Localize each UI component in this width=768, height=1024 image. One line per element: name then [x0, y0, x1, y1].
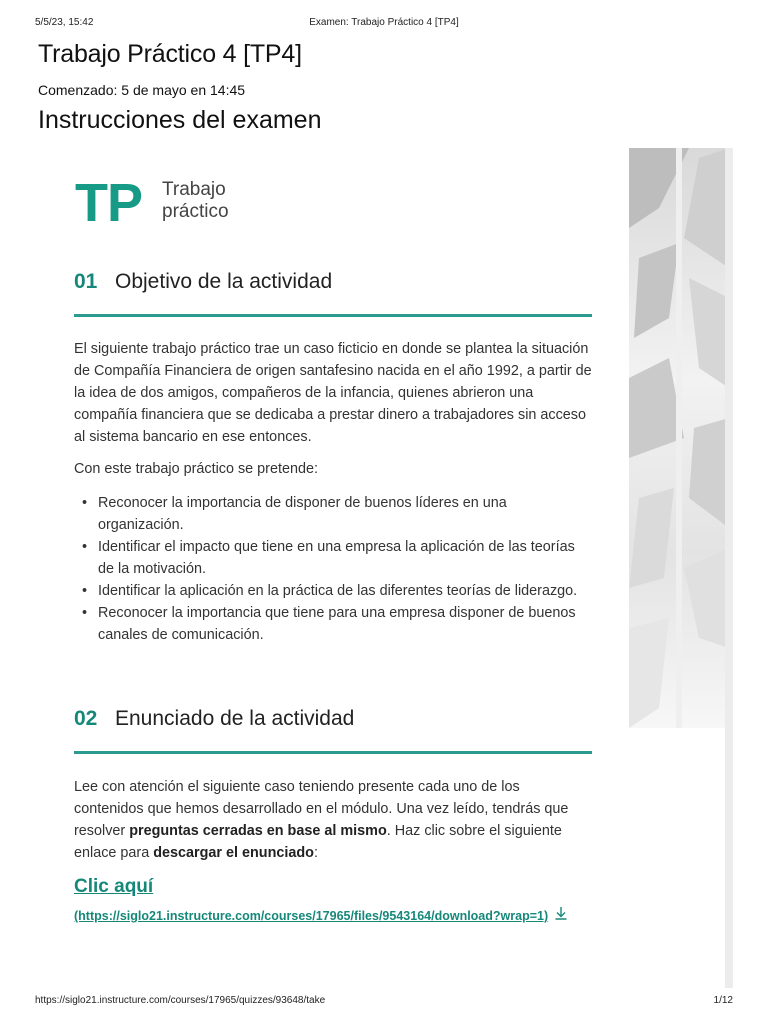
tp-logo-line1: Trabajo: [162, 179, 226, 200]
print-document-title: Examen: Trabajo Práctico 4 [TP4]: [309, 17, 459, 28]
architecture-photo: [629, 148, 729, 728]
page-counter: 1/12: [713, 995, 733, 1006]
section-title: Enunciado de la actividad: [115, 707, 355, 730]
print-footer: [35, 995, 733, 1009]
download-arrow-icon[interactable]: [554, 905, 568, 927]
page-title: Trabajo Práctico 4 [TP4]: [38, 40, 302, 68]
print-footer-url: https://siglo21.instructure.com/courses/17965/quizzes/93648/take: [35, 995, 326, 1006]
instructions-heading: Instrucciones del examen: [38, 106, 322, 134]
section-number: 01: [74, 270, 98, 293]
statement-text: :: [313, 845, 318, 861]
section-number: 02: [74, 707, 98, 730]
print-header: [35, 17, 733, 31]
tp-logo: [75, 175, 355, 235]
download-link[interactable]: Clic aquí: [74, 876, 154, 897]
statement-text: Lee con atención el siguiente caso teniendo presente cada uno de los contenidos que hemos desarrollado en el módulo. Una vez leído, tendrás que resolver: [74, 779, 569, 839]
statement-paragraph: [74, 776, 592, 864]
tp-logo-mark: TP: [75, 173, 143, 233]
tp-logo-wordmark: [162, 179, 229, 223]
statement-text: . Haz clic sobre el siguiente enlace para: [74, 823, 562, 861]
tp-logo-line2: práctico: [162, 201, 229, 222]
page-edge-bar: [725, 148, 733, 988]
objective-heading: [74, 270, 592, 317]
print-datetime: 5/5/23, 15:42: [35, 17, 94, 28]
objective-paragraph: El siguiente trabajo práctico trae un caso ficticio en donde se plantea la situación de Compañía Financiera de origen santafesino nacida en el año 1992, a partir de la idea de dos amigos, compañeros de la infancia, quienes abrieron una compañía financiera que se dedicaba a prestar dinero a trabajadores sin acceso al sistema bancario en ese entonces.: [74, 341, 592, 445]
list-item: • Identificar el impacto que tiene en una empresa la aplicación de las teorías de la motivación.: [98, 536, 592, 580]
section-title: Objetivo de la actividad: [115, 270, 333, 293]
objective-list: [74, 492, 592, 646]
statement-bold-download: descargar el enunciado: [153, 845, 314, 861]
download-url-link[interactable]: [74, 905, 574, 927]
list-item: • Reconocer la importancia de disponer de buenos líderes en una organización.: [98, 492, 592, 536]
list-item: • Reconocer la importancia que tiene para una empresa disponer de buenos canales de comunicación.: [98, 602, 592, 646]
statement-heading: [74, 707, 592, 754]
statement-bold-closed-questions: preguntas cerradas en base al mismo: [129, 823, 387, 839]
objective-intro: Con este trabajo práctico se pretende:: [74, 461, 318, 477]
started-timestamp: Comenzado: 5 de mayo en 14:45: [38, 82, 246, 98]
download-url-text: (https://siglo21.instructure.com/courses/17965/files/9543164/download?wrap=1): [74, 909, 549, 923]
list-item: • Identificar la aplicación en la práctica de las diferentes teorías de liderazgo.: [98, 580, 592, 602]
